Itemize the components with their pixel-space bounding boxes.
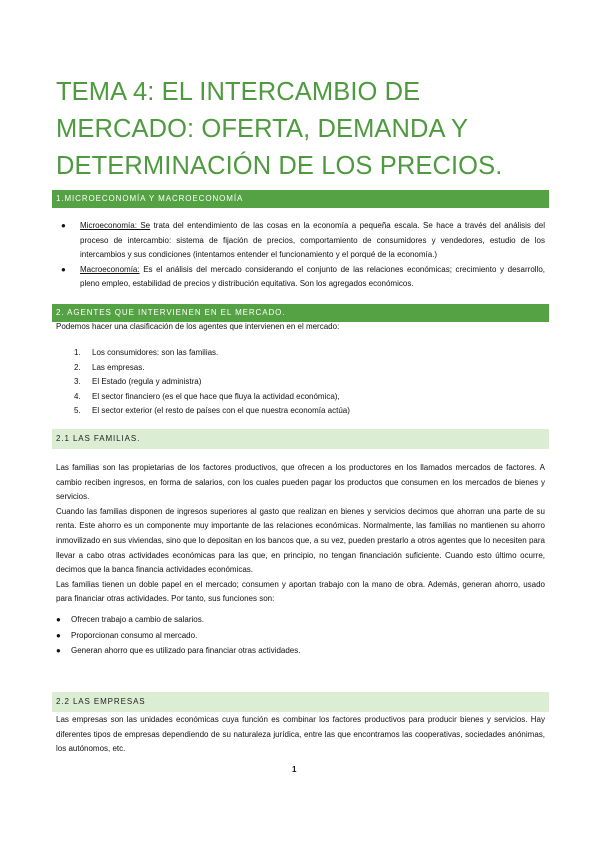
- section-heading-empresas: 2.2 LAS EMPRESAS: [52, 692, 549, 712]
- list-item-text: El sector financiero (es el que hace que fluya la actividad económica),: [92, 391, 340, 401]
- bullet-icon: ●: [56, 615, 61, 624]
- section1-list: [57, 219, 545, 292]
- list-item-text: Generan ahorro que es utilizado para financiar otras actividades.: [71, 646, 301, 656]
- list-item-text: Ofrecen trabajo a cambio de salarios.: [71, 615, 204, 624]
- section-heading-microeconomia: 1.MICROECONOMÍA Y MACROECONOMÍA: [52, 190, 549, 208]
- list-item-text: El Estado (regula y administra): [92, 377, 202, 387]
- list-item: [57, 219, 545, 263]
- section21-body: [56, 461, 545, 607]
- list-number: 2.: [74, 362, 81, 372]
- bullet-icon: ●: [56, 646, 61, 656]
- definition-text: trata del entendimiento de las cosas en la economía a pequeña escala. Se hace a través del análisis del proceso de intercambio: sistema de fijación de precios, comportamiento de consumidores y vendedores, estudio de los intercambios y sus condiciones (intentamos entender el funcionamiento y el porqué de la economía.): [80, 221, 546, 260]
- section22-body: Las empresas son las unidades económicas cuya función es combinar los factores productivos para producir bienes y servicios. Hay diferentes tipos de empresas dependiendo de su naturaleza jurídica, entre las que encontramos las cooperativas, sociedades anónimas, los autónomos, etc.: [56, 715, 545, 754]
- section-heading-agentes: 2. AGENTES QUE INTERVIENEN EN EL MERCADO.: [52, 304, 549, 322]
- list-item: [56, 404, 546, 419]
- list-item-text: Los consumidores: son las familias.: [92, 348, 219, 357]
- bullet-icon: ●: [61, 264, 66, 274]
- bullet-icon: ●: [56, 630, 61, 640]
- list-item: [56, 375, 546, 390]
- list-item: [56, 390, 546, 405]
- list-item: [56, 346, 546, 361]
- list-number: 1.: [74, 348, 81, 357]
- section-heading-familias: 2.1 LAS FAMILIAS.: [52, 429, 549, 449]
- section2-body: [56, 346, 546, 419]
- document-title: TEMA 4: EL INTERCAMBIO DE MERCADO: OFERTA, DEMANDA Y DETERMINACIÓN DE LOS PRECIOS.: [56, 78, 503, 180]
- list-number: 5.: [74, 406, 81, 416]
- functions-list: [52, 613, 542, 659]
- paragraph: Las familias son las propietarias de los factores productivos, que ofrecen a los productores en los llamados mercados de factores. A cambio reciben ingresos, en forma de salarios, con los cuales pueden pagar los productos que consumen en los mercados de bienes y servicios.: [56, 463, 545, 502]
- list-number: 4.: [74, 391, 81, 401]
- agents-list: [56, 346, 546, 419]
- section1-body: [57, 219, 545, 292]
- list-item-text: Las empresas.: [92, 362, 145, 372]
- term-macroeconomia: Macroeconomía:: [80, 264, 140, 274]
- paragraph: Cuando las familias disponen de ingresos superiores al gasto que realizan en bienes y servicios decimos que ahorran una parte de su renta. Este ahorro es un componente muy importante de las relaciones económicas. Normalmente, las familias no mantienen su ahorro inmovilizado en sus viviendas, sino que lo depositan en los bancos que, a su vez, pueden prestarlo a otros agentes que lo necesiten para llevar a cabo otras actividades económicas para las que, en principio, no tengan financiación suficiente. Cuando esto último ocurre, decimos que la banca financia actividades económicas.: [56, 506, 545, 575]
- functions-list-wrap: [52, 613, 542, 659]
- section2-intro: Podemos hacer una clasificación de los agentes que intervienen en el mercado:: [56, 322, 340, 331]
- list-item: [57, 263, 545, 292]
- list-item: [52, 629, 542, 644]
- paragraph: Las familias tienen un doble papel en el mercado; consumen y aportan trabajo con la mano de obra. Además, generan ahorro, usado para financiar otras actividades. Por tanto, sus funciones son:: [56, 579, 545, 604]
- bullet-icon: ●: [61, 221, 66, 230]
- list-item: [56, 361, 546, 376]
- definition-text: Es el análisis del mercado considerando el conjunto de las relaciones económicas; crecimiento y desarrollo, pleno empleo, estabilidad de precios y distribución equitativa. Son los agregados económicos.: [80, 264, 545, 289]
- list-item-text: Proporcionan consumo al mercado.: [71, 630, 198, 640]
- page-number: 1: [292, 765, 297, 774]
- list-item: [52, 644, 542, 659]
- list-item-text: El sector exterior (el resto de países con el que nuestra economía actúa): [92, 406, 350, 416]
- list-item: [52, 613, 542, 628]
- term-microeconomia: Microeconomía: Se: [80, 221, 151, 230]
- list-number: 3.: [74, 377, 81, 387]
